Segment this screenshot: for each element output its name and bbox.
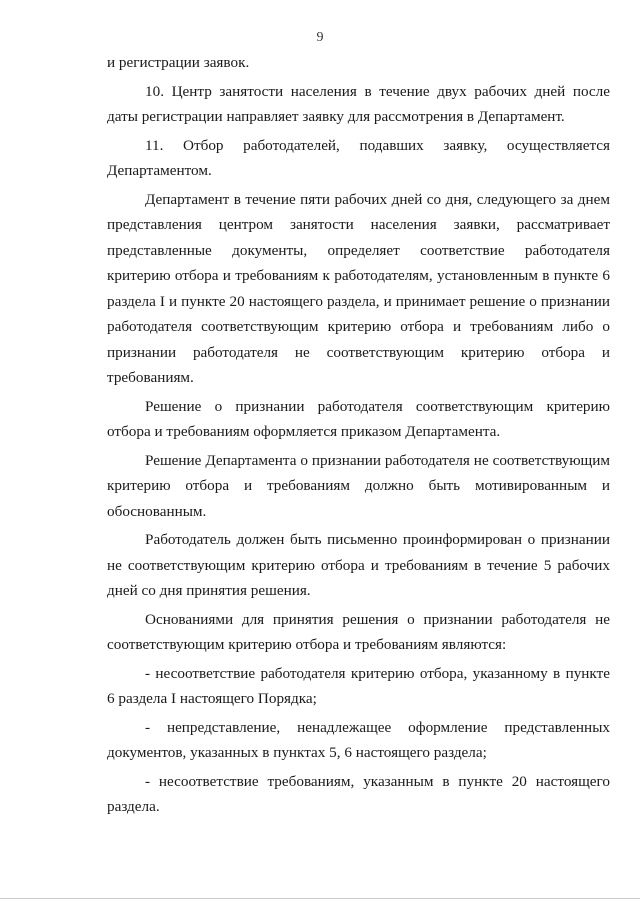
- paragraph-continuation: и регистрации заявок.: [107, 54, 250, 71]
- paragraph-department-review: Департамент в течение пяти рабочих дней со дня, следующего за днем представления центром занятости населения заявки, рассматривает представленные документы, определяет соответствие работодателя критерию отбора и требованиям к работодателям, установленным в пункте 6 раздела I и пункте 20 настоящего раздела, и принимает решение о признании работодателя соответствующим критерию отбора и требованиям либо о признании работодателя не соответствующим критерию отбора и требованиям.: [107, 190, 610, 386]
- paragraph-item-10: 10. Центр занятости населения в течение двух рабочих дней после даты регистрации направляет заявку для рассмотрения в Департамент.: [107, 82, 610, 125]
- list-item-documents-missing: - непредставление, ненадлежащее оформление представленных документов, указанных в пунктах 5, 6 настоящего раздела;: [107, 718, 610, 761]
- paragraph-decision-motivated: Решение Департамента о признании работодателя не соответствующим критерию отбора и требованиям должно быть мотивированным и обоснованным.: [107, 451, 610, 520]
- paragraph-decision-order: Решение о признании работодателя соответствующим критерию отбора и требованиям оформляется приказом Департамента.: [107, 397, 610, 440]
- list-item-requirements-mismatch: - несоответствие требованиям, указанным в пункте 20 настоящего раздела.: [107, 772, 610, 815]
- list-item-criterion-mismatch: - несоответствие работодателя критерию отбора, указанному в пункте 6 раздела I настоящего Порядка;: [107, 664, 610, 707]
- paragraph-item-11: 11. Отбор работодателей, подавших заявку, осуществляется Департаментом.: [107, 136, 610, 179]
- scan-edge-line: [0, 898, 640, 899]
- paragraph-employer-notification: Работодатель должен быть письменно проинформирован о признании не соответствующим критерию отбора и требованиям в течение 5 рабочих дней со дня принятия решения.: [107, 531, 610, 599]
- page-number: 9: [316, 30, 324, 45]
- document-body: [107, 50, 610, 823]
- paragraph-grounds-intro: Основаниями для принятия решения о признании работодателя не соответствующим критерию отбора и требованиям являются:: [107, 610, 610, 653]
